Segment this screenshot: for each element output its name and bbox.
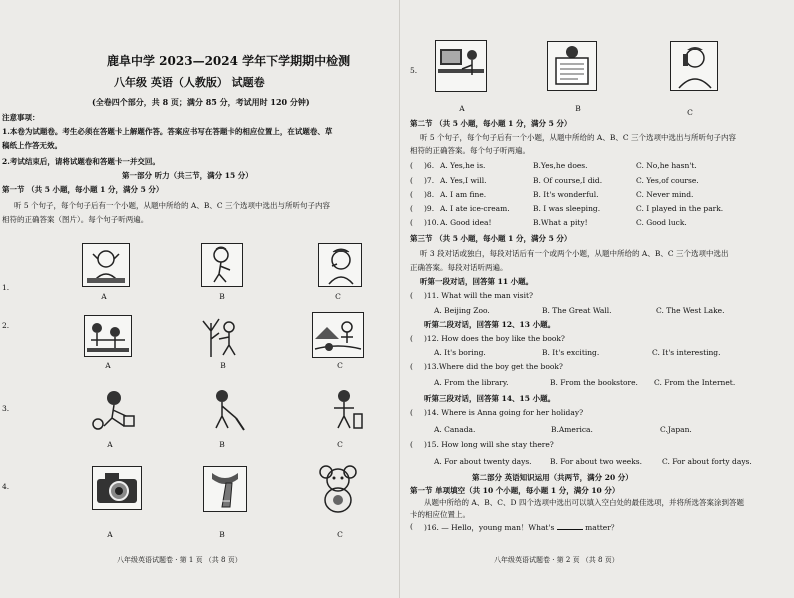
answer-paren: (	[410, 161, 413, 170]
sec2-desc-a: 听 5 个句子，每个句子后有一个小题，从题中所给的 A、B、C 三个选项中选出与所听句子内容	[420, 133, 736, 142]
option-a[interactable]: A. Good idea!	[440, 218, 492, 227]
option-label-b: B	[219, 440, 225, 449]
q16-text	[424, 522, 618, 532]
notice-heading: 注意事项：	[2, 113, 40, 122]
sec3-desc-a: 听 3 段对话或独白，每段对话后有一个或两个小题，从题中所给的 A、B、C 三个选项中选出	[420, 249, 729, 258]
notice-2: 2.考试结束后，请将试题卷和答题卡一并交回。	[2, 157, 160, 166]
q13-text: )13.Where did the boy get the book?	[424, 362, 563, 371]
option-b[interactable]: B. Of course,I did.	[533, 176, 603, 185]
option-c[interactable]: C. It's interesting.	[652, 348, 721, 357]
q16-text-after: matter？	[585, 523, 619, 532]
notice-1a: 1.本卷为试题卷。考生必须在答题卡上解题作答。答案应书写在答题卡的相应位置上，在试题卷、草	[2, 127, 333, 136]
question-number: 1.	[2, 283, 10, 292]
option-label-c: C	[337, 361, 343, 370]
option-a[interactable]: A. It's boring.	[434, 348, 486, 357]
option-b[interactable]: B.What a pity!	[533, 218, 588, 227]
girl-cleaning-icon[interactable]	[90, 388, 138, 432]
option-b[interactable]: B. From the bookstore.	[550, 378, 638, 387]
page-footer: 八年级英语试题卷 · 第 2 页 （共 8 页）	[494, 556, 619, 564]
sec1-heading: 第一节 （共 5 小题，每小题 1 分，满分 5 分）	[2, 185, 164, 194]
phone-caller-icon[interactable]	[670, 41, 718, 91]
option-a[interactable]: A. From the library.	[434, 378, 509, 387]
option-label-c: C	[335, 292, 341, 301]
option-c[interactable]: C. Yes,of course.	[636, 176, 699, 185]
option-label-a: A	[105, 361, 111, 370]
option-c[interactable]: C. Never mind.	[636, 190, 694, 199]
option-label-a: A	[107, 440, 113, 449]
q11-text: )11. What will the man visit?	[424, 291, 534, 300]
option-label-a: A	[459, 104, 465, 113]
sec1-desc-a: 听 5 个句子，每个句子后有一个小题，从题中所给的 A、B、C 三个选项中选出与所听句子内容	[14, 201, 330, 210]
scarf-icon[interactable]	[203, 466, 247, 512]
answer-paren: (	[410, 522, 413, 531]
question-number: 2.	[2, 321, 10, 330]
sec3-heading: 第三节 （共 5 小题，每小题 1 分，满分 5 分）	[410, 234, 572, 243]
option-b[interactable]: B. The Great Wall.	[542, 306, 612, 315]
part2-sec1-heading: 第一节 单项填空（共 10 个小题，每小题 1 分，满分 10 分）	[410, 486, 620, 495]
child-in-pain-icon[interactable]	[201, 243, 243, 287]
school-title: 鹿阜中学 2023—2024 学年下学期期中检测	[107, 54, 351, 68]
dialog1-instruction: 听第一段对话，回答第 11 小题。	[420, 277, 534, 286]
option-label-a: A	[101, 292, 107, 301]
question-number: 3.	[2, 404, 10, 413]
option-c[interactable]: C. I played in the park.	[636, 204, 724, 213]
item-number: )6.	[424, 161, 435, 170]
option-c[interactable]: C. From the Internet.	[654, 378, 736, 387]
answer-paren: (	[410, 291, 413, 300]
option-b[interactable]: B.Yes,he does.	[533, 161, 588, 170]
part2-desc-b: 卡的相应位置上。	[410, 510, 470, 519]
family-at-home-icon[interactable]	[84, 315, 132, 357]
option-label-b: B	[575, 104, 581, 113]
part2-desc-a: 从题中所给的 A、B、C、D 四个选项中选出可以填入空白处的最佳选项，并将所选答案涂到答题	[424, 498, 744, 507]
camera-icon[interactable]	[92, 466, 142, 510]
exam-info: (全卷四个部分，共 8 页；满分 85 分，考试用时 120 分钟)	[92, 97, 310, 107]
page-2	[400, 0, 794, 598]
boy-sweeping-icon[interactable]	[206, 388, 246, 432]
part2-heading: 第二部分 英语知识运用（共两节，满分 20 分）	[472, 473, 633, 482]
man-thinking-icon[interactable]	[318, 243, 362, 287]
option-c[interactable]: C. For about forty days.	[662, 457, 752, 466]
option-label-c: C	[687, 108, 693, 117]
option-b[interactable]: B. I was sleeping.	[533, 204, 601, 213]
option-c[interactable]: C.Japan.	[660, 425, 692, 434]
newspaper-reader-icon[interactable]	[547, 41, 597, 91]
dialog3-instruction: 听第三段对话，回答第 14、15 小题。	[424, 394, 556, 403]
q14-text: )14. Where is Anna going for her holiday?	[424, 408, 584, 417]
sec3-desc-b: 正确答案。每段对话听两遍。	[410, 263, 508, 272]
notice-1b: 稿纸上作答无效。	[2, 141, 62, 150]
computer-user-icon[interactable]	[435, 40, 487, 92]
teddy-bear-icon[interactable]	[312, 462, 364, 514]
option-a[interactable]: A. I ate ice-cream.	[440, 204, 510, 213]
answer-paren: (	[410, 408, 413, 417]
q16-text-before: )16. — Hello，young man！What's	[424, 523, 555, 532]
option-label-b: B	[219, 530, 225, 539]
option-a[interactable]: A. Canada.	[434, 425, 476, 434]
sec2-heading: 第二节 （共 5 小题，每小题 1 分，满分 5 分）	[410, 119, 572, 128]
option-b[interactable]: B. It's wonderful.	[533, 190, 599, 199]
boys-in-countryside-icon[interactable]	[312, 312, 364, 358]
option-label-c: C	[337, 530, 343, 539]
option-c[interactable]: C. No,he hasn't.	[636, 161, 697, 170]
option-c[interactable]: C. The West Lake.	[656, 306, 725, 315]
item-number: )9.	[424, 204, 435, 213]
answer-paren: (	[410, 362, 413, 371]
answer-blank[interactable]	[557, 522, 583, 530]
girl-exercising-icon[interactable]	[326, 388, 366, 432]
option-c[interactable]: C. Good luck.	[636, 218, 687, 227]
answer-paren: (	[410, 218, 413, 227]
answer-paren: (	[410, 334, 413, 343]
answer-paren: (	[410, 190, 413, 199]
option-label-b: B	[219, 292, 225, 301]
sec1-desc-b: 相符的正确答案（图片）。每个句子听两遍。	[2, 215, 149, 224]
item-number: )7.	[424, 176, 435, 185]
option-b[interactable]: B. It's exciting.	[542, 348, 600, 357]
student-covering-ears-icon[interactable]	[82, 243, 130, 287]
option-a[interactable]: A. For about twenty days.	[434, 457, 532, 466]
option-a[interactable]: A. Yes,he is.	[440, 161, 486, 170]
exam-subtitle: 八年级 英语（人教版） 试题卷	[114, 76, 265, 89]
dialog2-instruction: 听第二段对话，回答第 12、13 小题。	[424, 320, 556, 329]
option-a[interactable]: A. I am fine.	[440, 190, 487, 199]
option-label-c: C	[337, 440, 343, 449]
option-a[interactable]: A. Beijing Zoo.	[434, 306, 490, 315]
planting-tree-icon[interactable]	[197, 313, 243, 359]
sec2-desc-b: 相符的正确答案。每个句子听两遍。	[410, 146, 530, 155]
option-a[interactable]: A. Yes,I will.	[440, 176, 487, 185]
option-label-b: B	[220, 361, 226, 370]
answer-paren: (	[410, 176, 413, 185]
option-b[interactable]: B.America.	[551, 425, 593, 434]
item-number: )8.	[424, 190, 435, 199]
page-footer: 八年级英语试题卷 · 第 1 页 （共 8 页）	[117, 556, 242, 564]
option-label-a: A	[107, 530, 113, 539]
part1-heading: 第一部分 听力（共三节，满分 15 分）	[122, 171, 253, 180]
q12-text: )12. How does the boy like the book?	[424, 334, 565, 343]
question-number: 4.	[2, 482, 10, 491]
option-b[interactable]: B. For about two weeks.	[550, 457, 642, 466]
question-number: 5.	[410, 66, 418, 75]
answer-paren: (	[410, 440, 413, 449]
item-number: )10.	[424, 218, 439, 227]
q15-text: )15. How long will she stay there?	[424, 440, 554, 449]
answer-paren: (	[410, 204, 413, 213]
